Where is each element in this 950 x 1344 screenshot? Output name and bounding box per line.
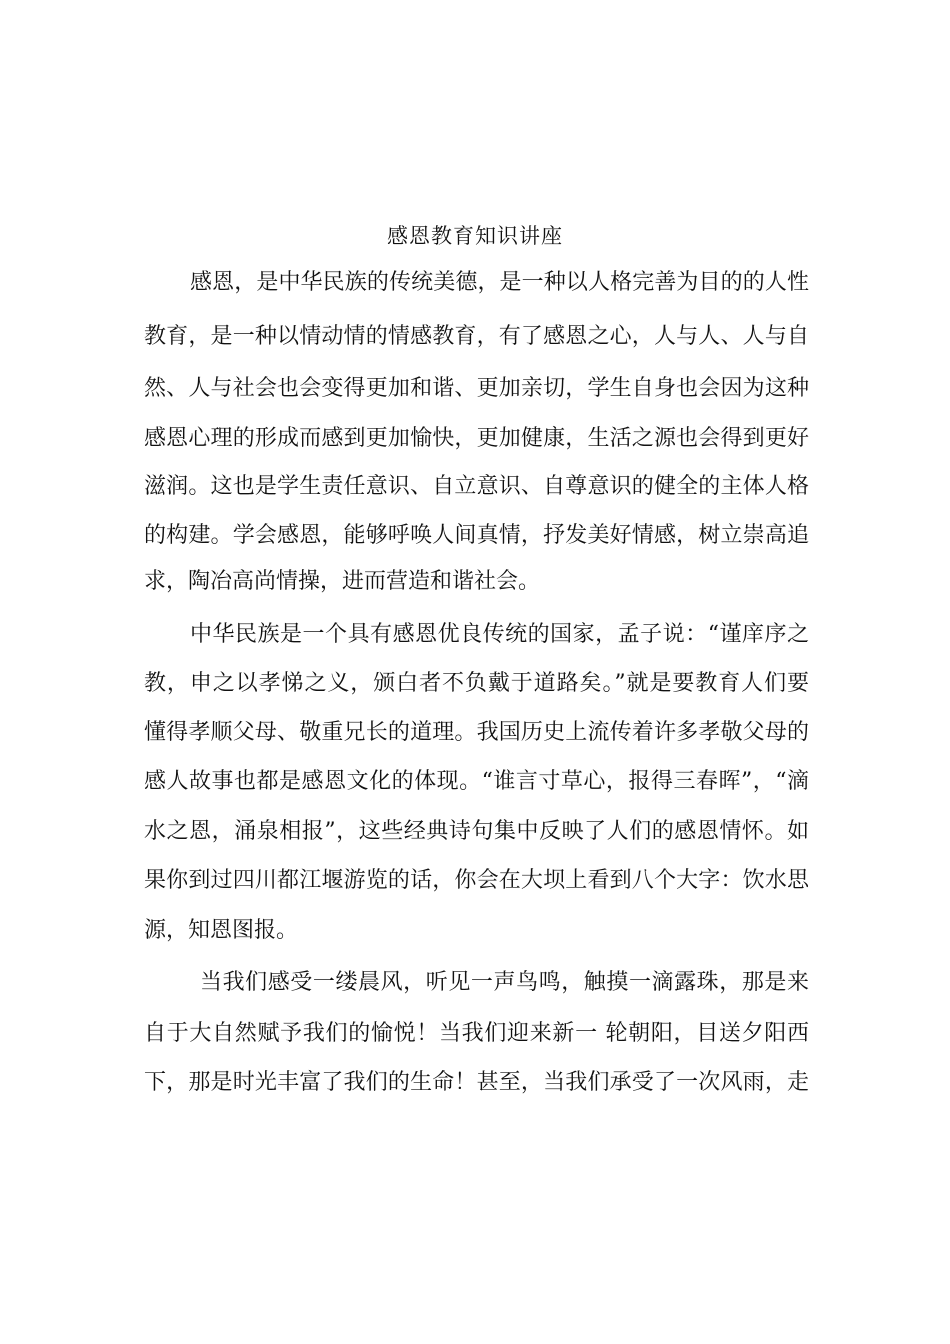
paragraph-2-line-3: 懂得孝顺父母、敬重兄长的道理。我国历史上流传着许多孝敬父母的	[144, 720, 809, 745]
paragraph-1-line-3: 然、人与社会也会变得更加和谐、更加亲切，学生自身也会因为这种	[144, 376, 809, 401]
paragraph-3-line-2: 自于大自然赋予我们的愉悦！当我们迎来新一 轮朝阳，目送夕阳西	[144, 1021, 809, 1046]
document-title: 感恩教育知识讲座	[387, 224, 563, 248]
paragraph-1-line-4: 感恩心理的形成而感到更加愉快，更加健康，生活之源也会得到更好	[144, 426, 809, 451]
paragraph-1-line-7: 求，陶冶高尚情操，进而营造和谐社会。	[144, 569, 541, 594]
paragraph-2-line-2: 教，申之以孝悌之义，颁白者不负戴于道路矣。”就是要教育人们要	[144, 671, 809, 696]
paragraph-2-line-7: 源，知恩图报。	[144, 918, 299, 943]
paragraph-1-line-6: 的构建。学会感恩，能够呼唤人间真情，抒发美好情感，树立崇高追	[144, 523, 809, 548]
paragraph-1-line-5: 滋润。这也是学生责任意识、自立意识、自尊意识的健全的主体人格	[144, 474, 809, 499]
paragraph-3-line-1: 当我们感受一缕晨风，听见一声鸟鸣，触摸一滴露珠，那是来	[200, 970, 809, 995]
paragraph-3-line-3: 下，那是时光丰富了我们的生命！甚至，当我们承受了一次风雨，走	[144, 1070, 809, 1095]
paragraph-1-line-2: 教育，是一种以情动情的情感教育，有了感恩之心，人与人、人与自	[144, 324, 809, 349]
paragraph-1-line-1: 感恩，是中华民族的传统美德，是一种以人格完善为目的的人性	[190, 270, 809, 295]
paragraph-2-line-1: 中华民族是一个具有感恩优良传统的国家，孟子说：“谨庠序之	[190, 622, 809, 647]
paragraph-2-line-4: 感人故事也都是感恩文化的体现。“谁言寸草心，报得三春晖”，“滴	[144, 769, 809, 794]
paragraph-2-line-5: 水之恩，涌泉相报”，这些经典诗句集中反映了人们的感恩情怀。如	[144, 819, 809, 844]
paragraph-2-line-6: 果你到过四川都江堰游览的话，你会在大坝上看到八个大字：饮水思	[144, 868, 809, 893]
